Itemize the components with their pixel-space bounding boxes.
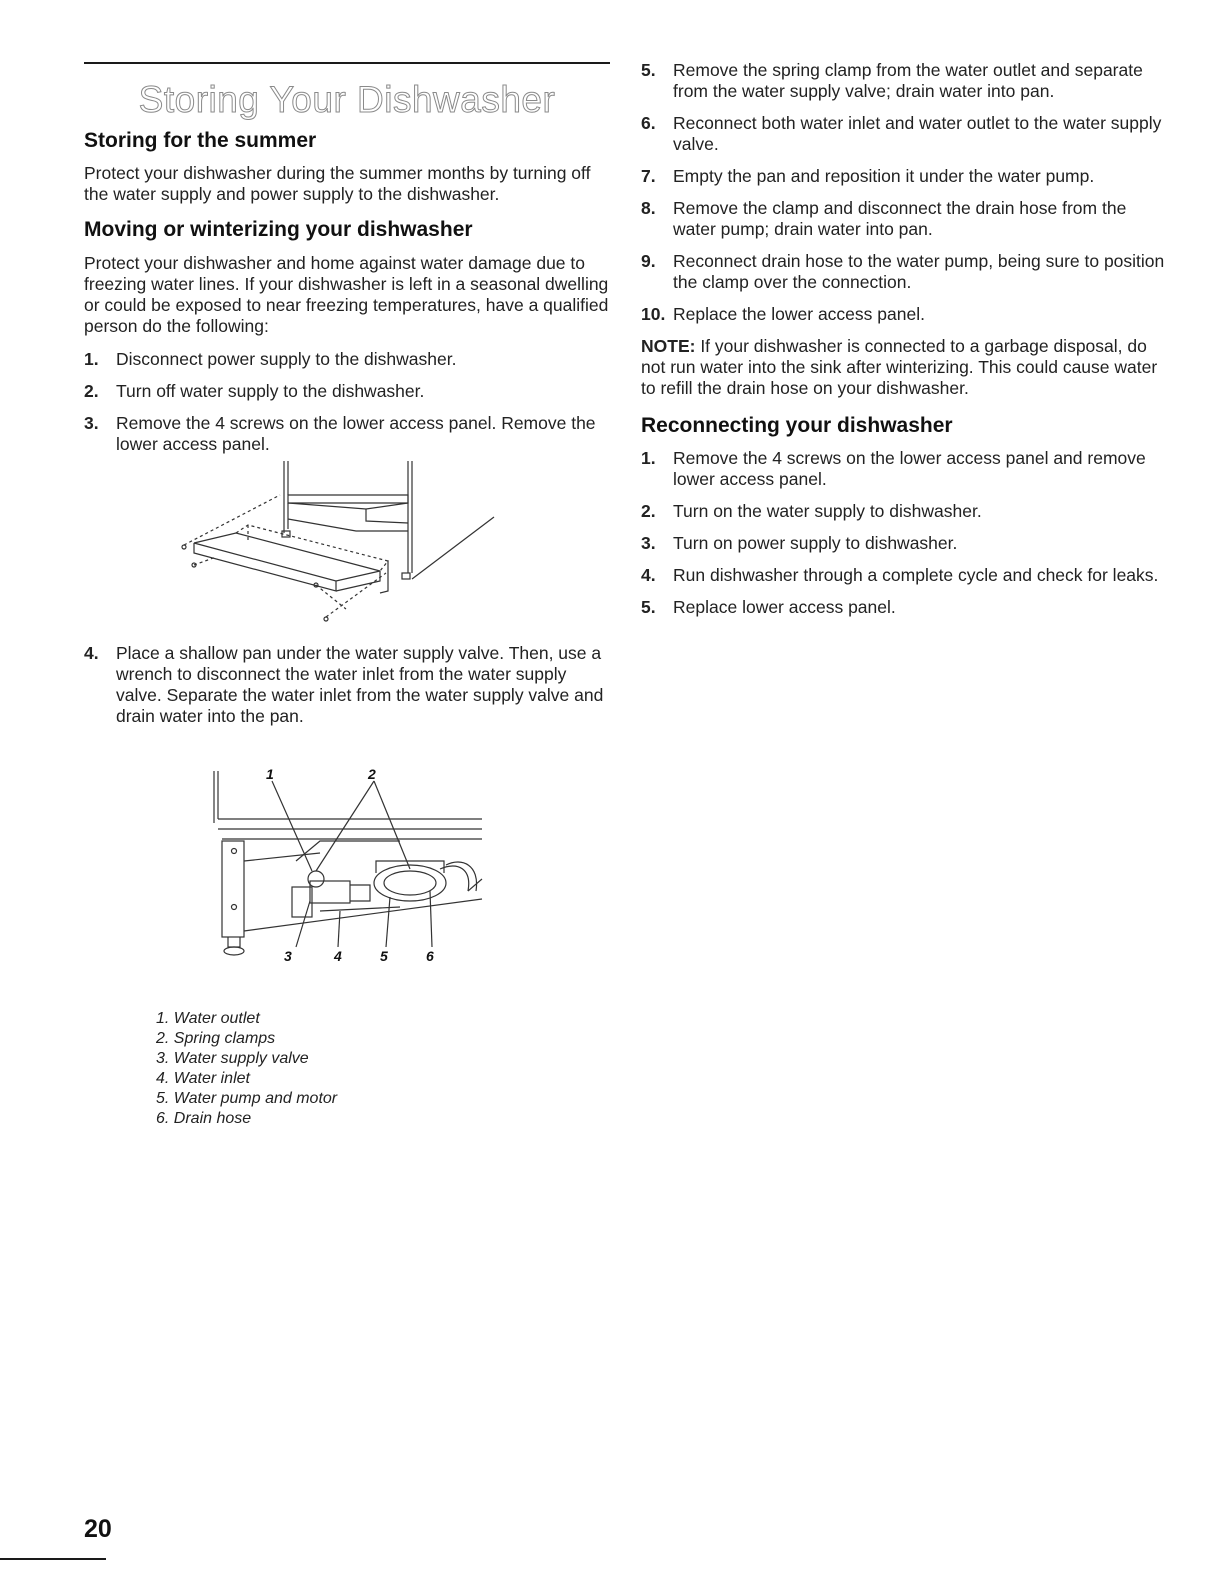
winterizing-note xyxy=(641,336,1171,399)
paragraph-storing-summer: Protect your dishwasher during the summer months by turning off the water supply and power supply to the dishwasher. xyxy=(84,163,591,204)
reconnecting-steps-list xyxy=(641,448,1171,618)
top-rule xyxy=(84,62,610,64)
step-number: 5. xyxy=(641,597,656,617)
step-number: 8. xyxy=(641,198,656,218)
step-number: 4. xyxy=(84,643,99,663)
step-number: 9. xyxy=(641,251,656,271)
list-item xyxy=(641,565,1171,586)
page-title: Storing Your Dishwasher xyxy=(138,79,556,120)
bottom-rule xyxy=(0,1558,106,1560)
legend-item: 1. Water outlet xyxy=(156,1010,260,1027)
heading-moving-winterizing: Moving or winterizing your dishwasher xyxy=(84,218,473,241)
heading-storing-summer: Storing for the summer xyxy=(84,129,317,152)
step-text: Remove the spring clamp from the water outlet and separate from the water supply valve; drain water into pan. xyxy=(673,60,1143,101)
list-item xyxy=(641,113,1171,155)
step-text: Remove the 4 screws on the lower access panel and remove lower access panel. xyxy=(673,448,1146,489)
list-item xyxy=(84,349,610,370)
list-item xyxy=(641,198,1171,240)
legend-item: 3. Water supply valve xyxy=(156,1050,309,1067)
step-text: Place a shallow pan under the water supply valve. Then, use a wrench to disconnect the water inlet from the water supply valve. Separate the water inlet from the water supply valve and drain water into the pan. xyxy=(116,643,604,726)
list-item xyxy=(641,597,1171,618)
step-text: Turn on the water supply to dishwasher. xyxy=(673,501,982,521)
step-number: 1. xyxy=(84,349,99,369)
winterizing-steps-list xyxy=(84,349,610,455)
list-item xyxy=(84,643,610,727)
list-item xyxy=(641,60,1171,102)
list-item xyxy=(84,381,610,402)
legend-item: 5. Water pump and motor xyxy=(156,1090,338,1107)
list-item xyxy=(641,166,1171,187)
step-text: Disconnect power supply to the dishwasher. xyxy=(116,349,457,369)
step-text: Turn on power supply to dishwasher. xyxy=(673,533,958,553)
step-number: 6. xyxy=(641,113,656,133)
list-item xyxy=(641,304,1171,325)
step-text: Reconnect drain hose to the water pump, being sure to position the clamp over the connection. xyxy=(673,251,1165,292)
step-number: 2. xyxy=(84,381,99,401)
list-item xyxy=(641,501,1171,522)
page-number: 20 xyxy=(84,1515,112,1543)
winterizing-steps-continued xyxy=(641,60,1171,325)
legend-item: 6. Drain hose xyxy=(156,1110,252,1127)
callout-4: 4 xyxy=(334,948,342,964)
step-text: Reconnect both water inlet and water outlet to the water supply valve. xyxy=(673,113,1162,154)
step-text: Replace lower access panel. xyxy=(673,597,896,617)
legend-item: 2. Spring clamps xyxy=(156,1030,276,1047)
step-text: Turn off water supply to the dishwasher. xyxy=(116,381,425,401)
paragraph-moving-winterizing: Protect your dishwasher and home against water damage due to freezing water lines. If your dishwasher is left in a seasonal dwelling or could be exposed to near freezing temperatures, have a qualified person do the following: xyxy=(84,253,609,336)
heading-reconnecting: Reconnecting your dishwasher xyxy=(641,414,953,437)
note-label: NOTE: xyxy=(641,336,696,356)
step-number: 1. xyxy=(641,448,656,468)
list-item xyxy=(641,448,1171,490)
step-text: Run dishwasher through a complete cycle and check for leaks. xyxy=(673,565,1159,585)
step-text: Remove the 4 screws on the lower access panel. Remove the lower access panel. xyxy=(116,413,596,454)
callout-5: 5 xyxy=(380,948,388,964)
callout-2: 2 xyxy=(368,766,376,782)
left-column xyxy=(84,62,610,1129)
figure-legend xyxy=(156,1009,610,1129)
step-number: 3. xyxy=(84,413,99,433)
winterizing-step-4 xyxy=(84,643,610,727)
note-text: If your dishwasher is connected to a garbage disposal, do not run water into the sink after winterizing. This could cause water to refill the drain hose on your dishwasher. xyxy=(641,336,1158,398)
legend-item: 4. Water inlet xyxy=(156,1070,250,1087)
right-column xyxy=(641,60,1171,618)
water-supply-valve-illustration xyxy=(200,761,490,981)
callout-1: 1 xyxy=(266,766,274,782)
step-number: 7. xyxy=(641,166,656,186)
step-text: Empty the pan and reposition it under the water pump. xyxy=(673,166,1095,186)
list-item xyxy=(641,251,1171,293)
step-number: 3. xyxy=(641,533,656,553)
step-text: Remove the clamp and disconnect the drain hose from the water pump; drain water into pan. xyxy=(673,198,1127,239)
step-number: 10. xyxy=(641,304,666,324)
step-text: Replace the lower access panel. xyxy=(673,304,925,324)
callout-3: 3 xyxy=(284,948,292,964)
callout-6: 6 xyxy=(426,948,434,964)
step-number: 2. xyxy=(641,501,656,521)
step-number: 4. xyxy=(641,565,656,585)
list-item xyxy=(641,533,1171,554)
step-number: 5. xyxy=(641,60,656,80)
lower-access-panel-illustration xyxy=(176,461,506,631)
list-item xyxy=(84,413,610,455)
